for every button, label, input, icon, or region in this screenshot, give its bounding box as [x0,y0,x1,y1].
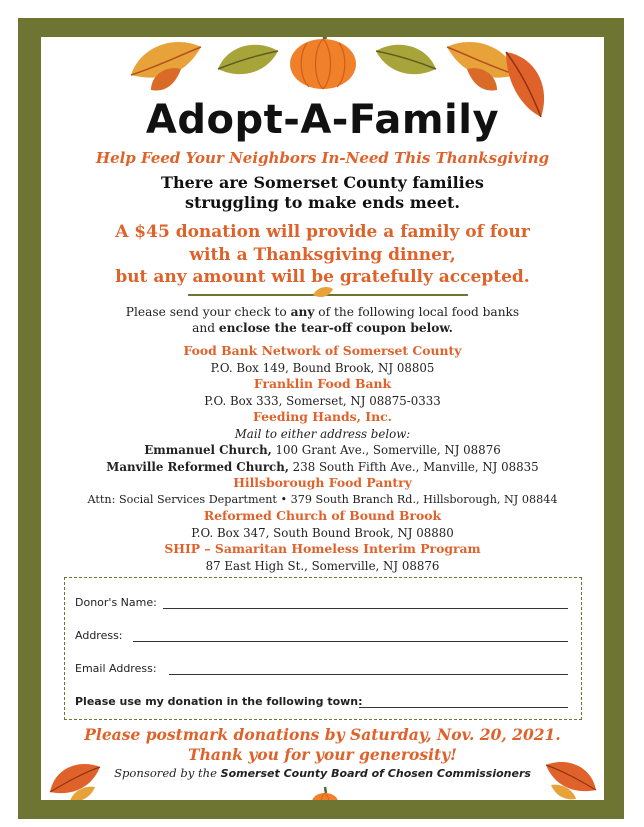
address-label: Address: [75,629,123,642]
church-address: 100 Grant Ave., Somerville, NJ 08876 [271,443,501,457]
food-bank-note: Mail to either address below: [234,426,411,441]
food-bank-name: Food Bank Network of Somerset County [183,343,462,358]
church-name: Emmanuel Church, [144,443,272,457]
food-bank-name: SHIP – Samaritan Homeless Interim Program [164,541,481,556]
closing-text [41,725,604,764]
food-bank-address [41,442,604,459]
flyer-paper [41,37,604,800]
donor-name-field[interactable] [163,608,568,609]
leaf-icon [311,285,335,301]
church-name: Manville Reformed Church, [106,459,289,474]
pumpkin-icon [287,37,359,91]
food-bank-address [41,459,604,476]
food-bank-address: 87 East High St., Somerville, NJ 08876 [205,558,440,573]
intro-line: struggling to make ends meet. [185,193,460,212]
instr-text: of the following local food banks [314,305,520,319]
church-address: 238 South Fifth Ave., Manville, NJ 08835 [288,459,539,474]
green-leaf-icon [371,39,441,89]
intro-line: There are Somerset County families [161,173,484,192]
email-field[interactable] [169,674,568,675]
intro-text [41,173,604,213]
maple-leaf-icon [121,37,211,95]
donor-name-label: Donor's Name: [75,596,157,609]
tear-off-coupon [64,577,582,720]
green-leaf-icon [213,39,283,89]
instr-emphasis: enclose the tear-off coupon below. [218,320,453,335]
donation-line: with a Thanksgiving dinner, [189,244,456,265]
instr-text: Please send your check to [125,305,291,319]
food-bank-name: Franklin Food Bank [253,376,392,391]
subtitle: Help Feed Your Neighbors In-Need This Thanksgiving [95,149,550,167]
food-bank-address: Attn: Social Services Department • 379 South Branch Rd., Hillsborough, NJ 08844 [87,492,558,506]
food-bank-list [41,343,604,574]
food-bank-name: Feeding Hands, Inc. [253,409,392,424]
donation-line: but any amount will be gratefully accepted. [115,267,530,287]
maple-leaf-icon [539,755,601,800]
page-title: Adopt-A-Family [145,97,500,143]
email-label: Email Address: [75,662,157,675]
sponsor-prefix: Sponsored by the [114,766,221,780]
sponsor-line [41,766,604,780]
food-bank-address: P.O. Box 149, Bound Brook, NJ 08805 [210,360,435,375]
postmark-deadline: Please postmark donations by Saturday, Nov. 20, 2021. [84,725,561,744]
maple-leaf-icon [45,757,105,800]
address-field[interactable] [133,641,568,642]
donation-text [41,221,604,289]
food-bank-name: Hillsborough Food Pantry [233,475,412,490]
food-bank-name: Reformed Church of Bound Brook [203,508,442,523]
food-bank-address: P.O. Box 347, South Bound Brook, NJ 08880 [191,525,454,540]
food-bank-address: P.O. Box 333, Somerset, NJ 08875-0333 [204,393,441,408]
town-label: Please use my donation in the following town: [75,695,363,708]
instructions-line [41,305,604,321]
pumpkin-icon [311,785,339,800]
instr-text: and [192,320,219,335]
instructions-line [41,321,604,337]
thank-you: Thank you for your generosity! [188,744,457,764]
instructions [41,305,604,336]
instr-emphasis: any [290,305,315,319]
donation-line: A $45 donation will provide a family of four [115,222,530,242]
sponsor-name: Somerset County Board of Chosen Commissioners [220,767,531,780]
town-field[interactable] [359,707,568,708]
